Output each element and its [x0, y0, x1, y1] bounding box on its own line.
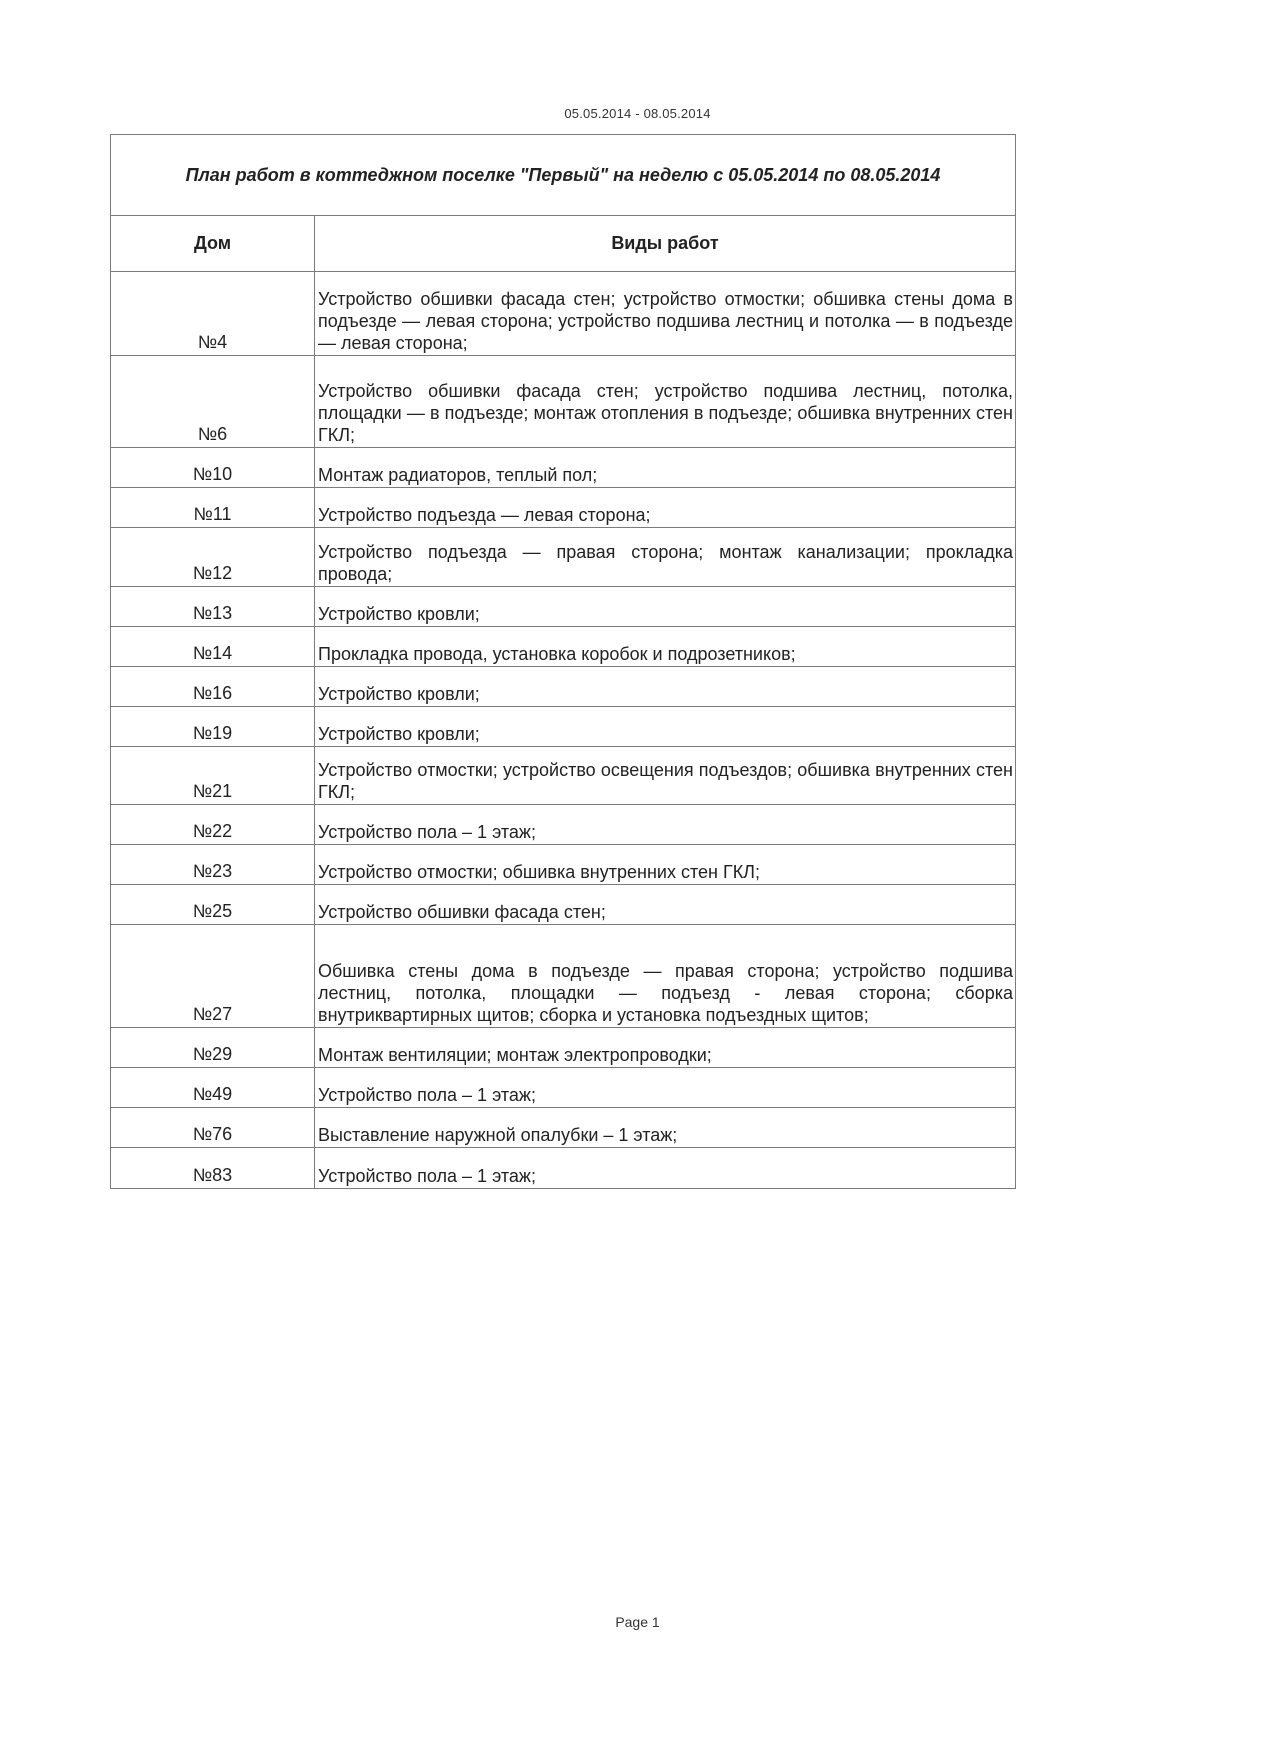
table-row	[111, 707, 1016, 747]
page-number: Page 1	[615, 1614, 660, 1630]
work-plan-table	[110, 134, 1016, 1189]
table-row	[111, 587, 1016, 627]
table-row	[111, 1108, 1016, 1148]
table-header-row	[111, 216, 1016, 272]
work-description: Монтаж радиаторов, теплый пол;	[315, 448, 1016, 488]
work-description: Устройство подъезда — правая сторона; монтаж канализации; прокладка провода;	[315, 528, 1016, 587]
column-header-house: Дом	[111, 216, 315, 272]
table-title: План работ в коттеджном поселке "Первый" на неделю с 05.05.2014 по 08.05.2014	[111, 135, 1016, 216]
work-description: Устройство кровли;	[315, 587, 1016, 627]
house-number: №10	[111, 448, 315, 488]
work-description: Устройство пола – 1 этаж;	[315, 1068, 1016, 1108]
house-number: №16	[111, 667, 315, 707]
table-row	[111, 1068, 1016, 1108]
table-row	[111, 272, 1016, 356]
table-row	[111, 805, 1016, 845]
table-row	[111, 925, 1016, 1028]
table-row	[111, 1148, 1016, 1189]
table-title-row	[111, 135, 1016, 216]
table-row	[111, 667, 1016, 707]
house-number: №4	[111, 272, 315, 356]
work-description: Монтаж вентиляции; монтаж электропроводки;	[315, 1028, 1016, 1068]
house-number: №23	[111, 845, 315, 885]
house-number: №22	[111, 805, 315, 845]
work-description: Устройство обшивки фасада стен; устройство отмостки; обшивка стены дома в подъезде — левая сторона; устройство подшива лестниц и потолка — в подъезде — левая сторона;	[315, 272, 1016, 356]
house-number: №25	[111, 885, 315, 925]
work-description: Обшивка стены дома в подъезде — правая сторона; устройство подшива лестниц, потолка, площадки — подъезд - левая сторона; сборка внутриквартирных щитов; сборка и установка подъездных щитов;	[315, 925, 1016, 1028]
table-row	[111, 528, 1016, 587]
work-description: Устройство отмостки; обшивка внутренних стен ГКЛ;	[315, 845, 1016, 885]
house-number: №76	[111, 1108, 315, 1148]
table-row	[111, 885, 1016, 925]
table-row	[111, 747, 1016, 805]
work-description: Устройство пола – 1 этаж;	[315, 805, 1016, 845]
house-number: №27	[111, 925, 315, 1028]
work-description: Устройство кровли;	[315, 707, 1016, 747]
house-number: №12	[111, 528, 315, 587]
table-row	[111, 488, 1016, 528]
work-description: Устройство обшивки фасада стен; устройство подшива лестниц, потолка, площадки — в подъезде; монтаж отопления в подъезде; обшивка внутренних стен ГКЛ;	[315, 356, 1016, 448]
house-number: №49	[111, 1068, 315, 1108]
work-description: Устройство пола – 1 этаж;	[315, 1148, 1016, 1189]
work-description: Устройство обшивки фасада стен;	[315, 885, 1016, 925]
house-number: №14	[111, 627, 315, 667]
table-row	[111, 627, 1016, 667]
column-header-works: Виды работ	[315, 216, 1016, 272]
house-number: №83	[111, 1148, 315, 1189]
house-number: №6	[111, 356, 315, 448]
work-description: Устройство подъезда — левая сторона;	[315, 488, 1016, 528]
house-number: №29	[111, 1028, 315, 1068]
table-row	[111, 448, 1016, 488]
work-description: Устройство кровли;	[315, 667, 1016, 707]
table-row	[111, 845, 1016, 885]
house-number: №21	[111, 747, 315, 805]
work-description: Устройство отмостки; устройство освещения подъездов; обшивка внутренних стен ГКЛ;	[315, 747, 1016, 805]
house-number: №13	[111, 587, 315, 627]
work-description: Выставление наружной опалубки – 1 этаж;	[315, 1108, 1016, 1148]
table-row	[111, 356, 1016, 448]
work-description: Прокладка провода, установка коробок и подрозетников;	[315, 627, 1016, 667]
house-number: №19	[111, 707, 315, 747]
house-number: №11	[111, 488, 315, 528]
table-row	[111, 1028, 1016, 1068]
header-date-range: 05.05.2014 - 08.05.2014	[564, 106, 711, 121]
